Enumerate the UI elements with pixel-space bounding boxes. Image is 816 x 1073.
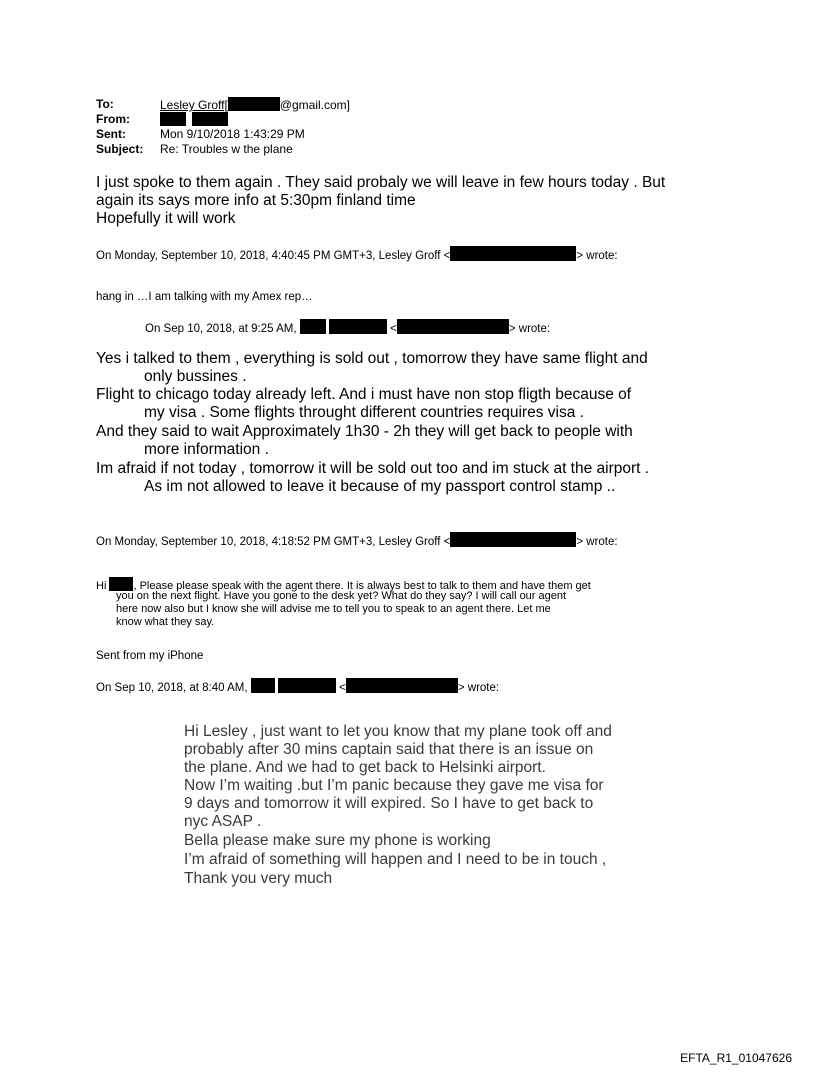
redaction-block xyxy=(329,319,387,334)
quote-intro-text: On Sep 10, 2018, at 9:25 AM, xyxy=(145,323,297,335)
quote-line: nyc ASAP . xyxy=(184,813,262,830)
quote-line: Bella please make sure my phone is working xyxy=(184,832,491,849)
quote-line: my visa . Some flights throught different countries requires visa . xyxy=(144,404,584,421)
quote-line: I’m afraid of something will happen and I need to be in touch , xyxy=(184,851,607,868)
redaction-block xyxy=(450,246,576,261)
quote-line: only bussines . xyxy=(144,368,247,385)
quote-line: know what they say. xyxy=(116,616,215,628)
quote-intro-bracket: < xyxy=(339,682,346,694)
to-name: Lesley Groff[ xyxy=(160,98,228,112)
body-line: Hopefully it will work xyxy=(96,210,236,227)
quote-intro-suffix: > wrote: xyxy=(576,536,618,548)
quote-line: Im afraid if not today , tomorrow it will be sold out too and im stuck at the airport . xyxy=(96,460,650,477)
quote-intro-text: On Sep 10, 2018, at 8:40 AM, xyxy=(96,682,248,694)
quote-line: Flight to chicago today already left. And i must have non stop fligth because of xyxy=(96,386,632,403)
quote-line: Thank you very much xyxy=(184,870,333,887)
quote-line: And they said to wait Approximately 1h30 - 2h they will get back to people with xyxy=(96,423,633,440)
sent-from: Sent from my iPhone xyxy=(96,650,204,662)
redaction-block xyxy=(192,112,228,126)
body-line: again its says more info at 5:30pm finland time xyxy=(96,192,416,209)
quote-intro-bracket: < xyxy=(390,323,397,335)
quote-intro xyxy=(96,678,499,694)
quote-line: here now also but I know she will advise me to tell you to speak to an agent there. Let me xyxy=(116,603,551,615)
redaction-block xyxy=(300,319,326,334)
from-label: From: xyxy=(96,112,130,126)
redaction-block xyxy=(450,532,576,547)
redaction-block xyxy=(251,678,275,693)
to-domain: @gmail.com] xyxy=(279,98,351,112)
document-id: EFTA_R1_01047626 xyxy=(680,1051,792,1065)
to-value xyxy=(160,97,350,112)
subject-label: Subject: xyxy=(96,142,144,156)
sent-value: Mon 9/10/2018 1:43:29 PM xyxy=(160,127,305,141)
quote-intro-suffix: > wrote: xyxy=(508,323,551,335)
quote-intro-text: On Monday, September 10, 2018, 4:40:45 PM GMT+3, Lesley Groff < xyxy=(96,250,451,262)
body-line: I just spoke to them again . They said probaly we will leave in few hours today . But xyxy=(96,174,666,191)
redaction-block xyxy=(160,112,186,126)
quote-intro xyxy=(96,532,618,548)
redaction-block xyxy=(278,678,336,693)
quote-line: Hi Lesley , just want to let you know that my plane took off and xyxy=(184,723,612,740)
quote-line: Now I’m waiting .but I’m panic because they gave me visa for xyxy=(184,777,604,794)
sent-label: Sent: xyxy=(96,127,126,141)
subject-value: Re: Troubles w the plane xyxy=(160,142,293,156)
quote-line: probably after 30 mins captain said that there is an issue on xyxy=(184,741,594,758)
redaction-block xyxy=(397,319,509,334)
quote-line-text: , Please please speak with the agent there. It is always best to talk to them and have them get xyxy=(133,580,591,592)
quote-intro xyxy=(145,319,550,335)
redaction-block xyxy=(228,97,280,111)
quote-intro xyxy=(96,246,618,262)
quote-intro-text: On Monday, September 10, 2018, 4:18:52 PM GMT+3, Lesley Groff < xyxy=(96,536,451,548)
quote-line: Yes i talked to them , everything is sold out , tomorrow they have same flight and xyxy=(96,350,648,367)
quote-line: 9 days and tomorrow it will expired. So I have to get back to xyxy=(184,795,594,812)
quote-text: hang in …I am talking with my Amex rep… xyxy=(96,291,313,303)
quote-intro-suffix: > wrote: xyxy=(457,682,500,694)
to-label: To: xyxy=(96,97,114,111)
redaction-block xyxy=(109,577,133,591)
quote-line: you on the next flight. Have you gone to the desk yet? What do they say? I will call our agent xyxy=(116,590,567,602)
quote-intro-suffix: > wrote: xyxy=(576,250,618,262)
greeting: Hi xyxy=(96,580,107,592)
redaction-block xyxy=(346,678,458,693)
quote-line: the plane. And we had to get back to Helsinki airport. xyxy=(184,759,546,776)
quote-line: more information . xyxy=(144,441,269,458)
quote-line: As im not allowed to leave it because of my passport control stamp .. xyxy=(144,478,616,495)
